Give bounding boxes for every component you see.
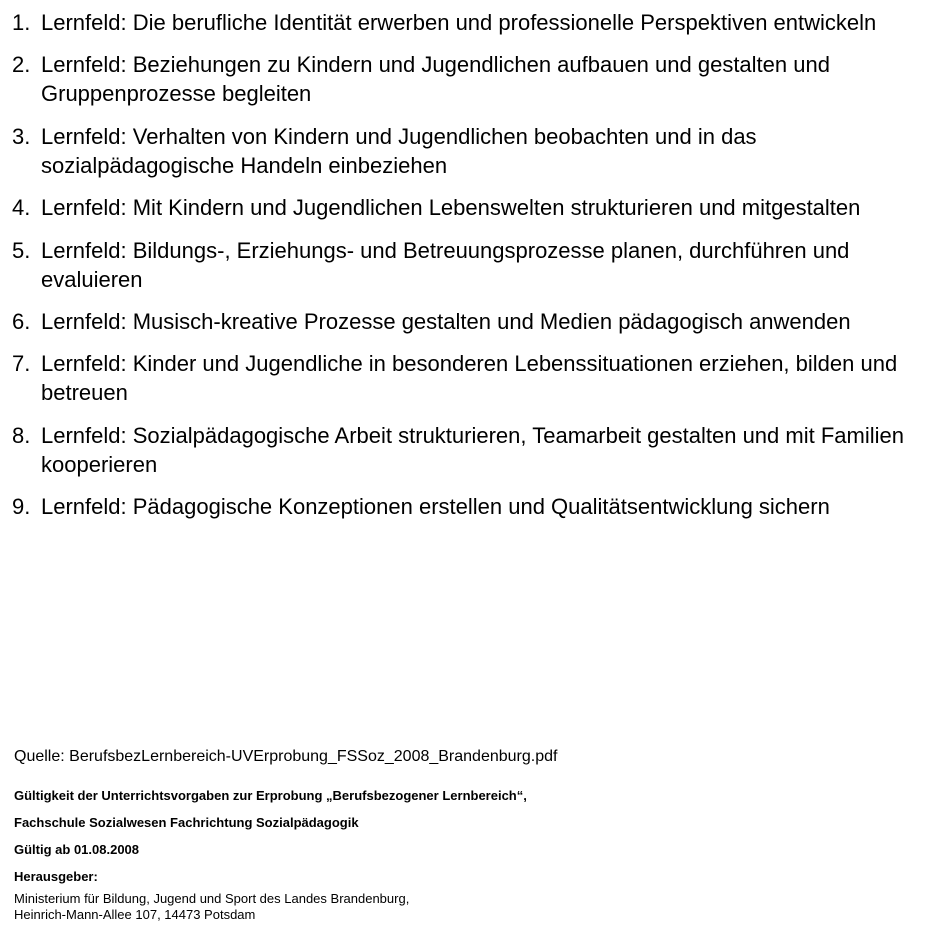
publisher-name: Ministerium für Bildung, Jugend und Sport des Landes Brandenburg, [14,891,410,906]
lernfeld-item-8 [12,421,924,479]
lernfeld-number: 8. [12,422,31,448]
lernfeld-text: Lernfeld: Beziehungen zu Kindern und Jugendlichen aufbauen und gestalten und Gruppenprozesse begleiten [41,52,830,107]
lernfeld-text: Lernfeld: Bildungs-, Erziehungs- und Betreuungsprozesse planen, durchführen und evaluieren [41,237,850,292]
lernfeld-text: Lernfeld: Kinder und Jugendliche in besonderen Lebenssituationen erziehen, bilden und betreuen [41,351,898,406]
lernfeld-number: 7. [12,351,31,377]
lernfeld-item-3 [12,122,924,180]
lernfeld-number: 9. [12,494,31,520]
lernfeld-number: 5. [12,237,31,263]
valid-from-date: Gültig ab 01.08.2008 [14,842,140,857]
lernfeld-number: 4. [12,195,31,221]
lernfeld-text: Lernfeld: Die berufliche Identität erwerben und professionelle Perspektiven entwickeln [41,10,877,35]
lernfeld-item-9 [12,492,924,521]
school-name: Fachschule Sozialwesen Fachrichtung Sozialpädagogik [14,815,359,830]
lernfeld-number: 1. [12,10,31,35]
lernfeld-item-2 [12,50,924,108]
lernfeld-item-1 [12,8,924,37]
lernfeld-text: Lernfeld: Sozialpädagogische Arbeit strukturieren, Teamarbeit gestalten und mit Familien kooperieren [41,422,904,477]
lernfeld-list [12,8,924,535]
publisher-address: Heinrich-Mann-Allee 107, 14473 Potsdam [14,907,256,922]
lernfeld-text: Lernfeld: Musisch-kreative Prozesse gestalten und Medien pädagogisch anwenden [41,308,851,334]
lernfeld-item-5 [12,236,924,294]
lernfeld-number: 2. [12,52,31,78]
lernfeld-number: 6. [12,308,31,334]
source-citation: Quelle: BerufsbezLernbereich-UVErprobung_FSSoz_2008_Brandenburg.pdf [14,748,558,765]
lernfeld-item-6 [12,307,924,336]
lernfeld-text: Lernfeld: Pädagogische Konzeptionen erstellen und Qualitätsentwicklung sichern [41,494,830,520]
lernfeld-text: Lernfeld: Verhalten von Kindern und Jugendlichen beobachten und in das sozialpädagogische Handeln einbeziehen [41,123,757,178]
publisher-block [14,891,409,923]
lernfeld-item-7 [12,349,924,407]
lernfeld-item-4 [12,193,924,222]
lernfeld-text: Lernfeld: Mit Kindern und Jugendlichen Lebenswelten strukturieren und mitgestalten [41,195,861,221]
lernfeld-number: 3. [12,123,31,149]
publisher-label: Herausgeber: [14,869,98,884]
validity-title: Gültigkeit der Unterrichtsvorgaben zur Erprobung „Berufsbezogener Lernbereich“, [14,788,527,803]
